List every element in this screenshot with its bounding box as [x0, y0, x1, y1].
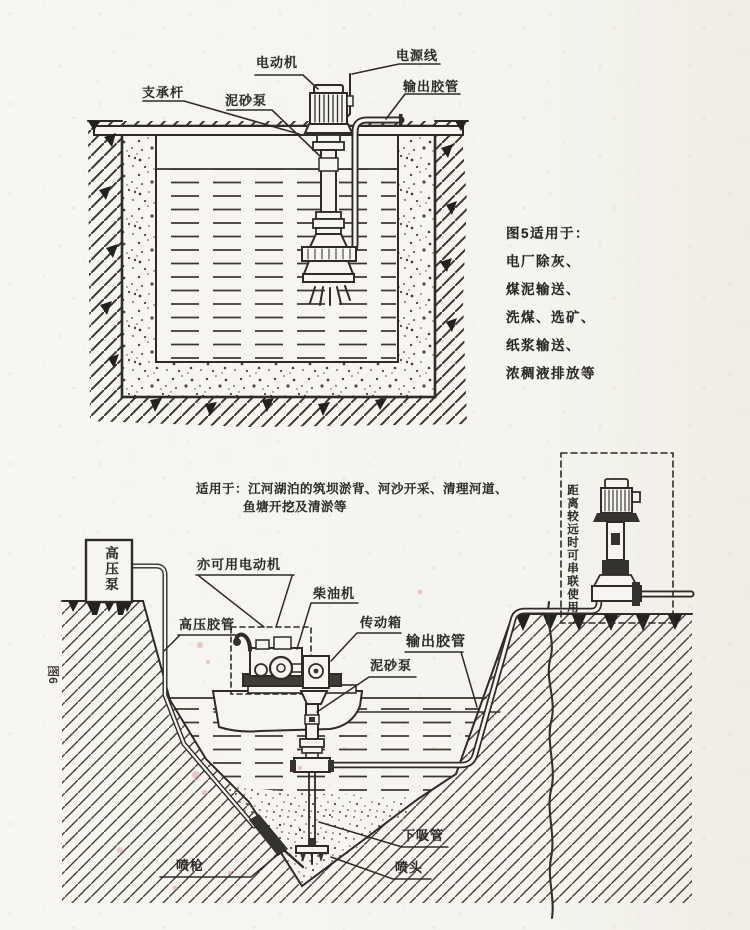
- fig6-boat: [213, 685, 362, 732]
- label-mud-pump-2: 泥砂泵: [370, 658, 413, 673]
- label-power-line: 电源线: [396, 48, 439, 63]
- fig6-usage-line2: 鱼塘开挖及清淤等: [243, 500, 348, 514]
- fig5-applications: [506, 220, 596, 388]
- label-down-suction-pipe: 下吸管: [402, 828, 445, 843]
- label-output-hose-2: 输出胶管: [406, 633, 466, 649]
- label-high-pressure-pump: 高压泵: [103, 546, 118, 593]
- fig6-transmission-box: [303, 656, 329, 688]
- fig5-application-item: 煤泥输送、: [506, 282, 581, 297]
- label-transmission-box: 传动箱: [360, 615, 403, 630]
- fig5-application-item: 纸浆输送、: [506, 338, 581, 353]
- fig5-application-item: 浓稠液排放等: [506, 366, 596, 381]
- label-motor: 电动机: [256, 55, 299, 70]
- fig5-applications-title: 图5适用于：: [506, 226, 591, 241]
- fig5-water: [157, 169, 397, 360]
- figure6-number: 图6: [45, 665, 60, 684]
- label-series-use-note: 距离较远时可串联使用: [566, 484, 578, 614]
- label-spray-head: 喷头: [395, 860, 424, 875]
- label-diesel-engine: 柴油机: [313, 586, 356, 601]
- label-output-hose: 输出胶管: [403, 79, 460, 94]
- fig5-application-item: 电厂除灰、: [506, 254, 581, 269]
- fig5-application-item: 洗煤、选矿、: [506, 310, 596, 325]
- fig6-usage-line1: 适用于：江河湖泊的筑坝淤背、河沙开采、清理河道、: [196, 482, 509, 496]
- label-mud-pump: 泥砂泵: [225, 93, 268, 108]
- label-alternative-motor: 亦可用电动机: [197, 557, 282, 572]
- label-spray-gun: 喷枪: [176, 858, 205, 873]
- label-high-pressure-hose: 高压胶管: [179, 617, 236, 632]
- label-support-rod: 支承杆: [142, 85, 185, 100]
